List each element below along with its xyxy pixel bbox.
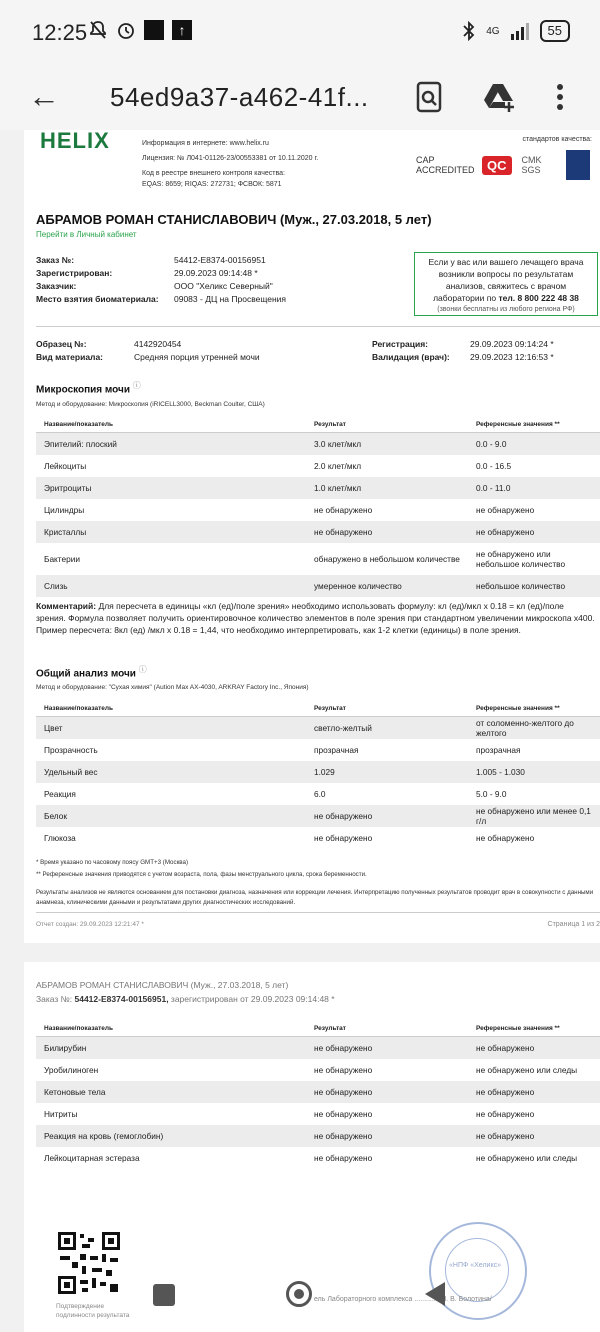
table-row: [36, 783, 600, 805]
cell: прозрачная: [476, 745, 521, 755]
cell: Слизь: [36, 575, 306, 597]
cell: умеренное количество: [306, 575, 468, 597]
certificates: [416, 150, 590, 180]
contact-note: (звонки бесплатны из любого региона РФ): [437, 306, 575, 313]
cell: Эритроциты: [36, 477, 306, 499]
table-header: [36, 1020, 600, 1037]
column-header: Результат: [306, 1020, 468, 1037]
cell: не обнаружено: [476, 505, 535, 515]
column-header: Референсные значения **: [468, 1020, 600, 1037]
table-row: [36, 1103, 600, 1125]
cell: Цвет: [36, 717, 306, 740]
order-row: Заказчик: ООО "Хеликс Северный": [36, 281, 273, 291]
cell: 0.0 - 11.0: [468, 477, 600, 499]
general-title: [36, 664, 147, 679]
order-suffix: зарегистрирован от 29.09.2023 09:14:48 *: [168, 994, 335, 1004]
cell: не обнаружено: [306, 1125, 468, 1147]
contact-line: анализов, свяжитесь с врачом: [445, 281, 567, 291]
upload-icon: ↑: [172, 20, 192, 40]
cell: 1.005 - 1.030: [468, 761, 600, 783]
cell: не обнаружено: [314, 833, 373, 843]
page2-header: [36, 978, 335, 1006]
table-row: [36, 477, 600, 499]
cell: 1.0 клет/мкл: [306, 477, 468, 499]
cell: не обнаружено или небольшое количество: [476, 549, 566, 569]
cell: не обнаружено: [468, 1081, 600, 1103]
cell: Реакция: [44, 789, 76, 799]
cell: небольшое количество: [468, 575, 600, 597]
order-row: Заказ №: 54412-E8374-00156951: [36, 255, 266, 265]
cell: Лейкоциты: [44, 461, 87, 471]
contact-box: [414, 252, 598, 316]
status-bar: [0, 0, 600, 64]
microscopy-method: Метод и оборудование: Микроскопия (iRICELL3000, Beckman Coulter, США): [36, 401, 265, 408]
column-header: Результат: [306, 700, 468, 717]
cell: не обнаружено: [476, 833, 535, 843]
sample-row: Вид материала: Средняя порция утренней мочи: [36, 352, 260, 362]
table-row: [36, 499, 600, 521]
comment-text: Для пересчета в единицы «кл (ед)/поле зрения» необходимо использовать формулу: кл (ед)/мкл х 0.18 = кл (ед)/поле зрения. Формула позволяет получить ориентировочное количество элементов в поле зрения при стандартном увеличении микроскопа х400. Пример пересчета: 8кл (ед) /мкл х 0.18 = 1,44, что необходимо интерпретировать, как 1-2 клетки (единицы) в поле зрения.: [36, 601, 595, 635]
signature-line: ель Лабораторного комплекса ............. Л. В. Болотина/: [314, 1296, 492, 1303]
cell: Билирубин: [36, 1037, 306, 1060]
microscopy-table: [36, 416, 600, 597]
sample-info: [36, 338, 260, 364]
cell: светло-желтый: [306, 717, 468, 740]
page2-table: [36, 1020, 600, 1169]
cell: 6.0: [314, 789, 326, 799]
signal-icon: [510, 22, 530, 40]
clock: 12:25: [32, 20, 88, 45]
general-table: [36, 700, 600, 849]
cell: не обнаружено: [306, 521, 468, 543]
alarm-icon: [116, 20, 136, 40]
cell: прозрачная: [314, 745, 359, 755]
iso-badge-icon: [566, 150, 590, 180]
table-row: [36, 805, 600, 827]
footnote: Результаты анализов не являются основанием для постановки диагноза, назначения или коррекции лечения. Интерпретацию полученных результатов проводит врач в совокупности с данными анамнеза, клиническими данными и результатами других диагностических исследований.: [36, 889, 594, 906]
stamp-text: «НПФ «Хеликс»: [449, 1262, 501, 1269]
patient-name: АБРАМОВ РОМАН СТАНИСЛАВОВИЧ (Муж., 27.03.2018, 5 лет): [36, 212, 432, 227]
footnote: * Время указано по часовому поясу GMT+3 (Москва): [36, 859, 189, 866]
verification-caption: Подтверждение подлинности результата: [56, 1303, 130, 1319]
cell: Реакция на кровь (гемоглобин): [36, 1125, 306, 1147]
table-row: [36, 455, 600, 477]
cell: не обнаружено: [314, 1109, 373, 1119]
column-header: Результат: [306, 416, 468, 433]
order-info: [36, 254, 286, 306]
contact-phone[interactable]: тел. 8 800 222 48 38: [498, 293, 579, 303]
cell: не обнаружено: [306, 1037, 468, 1060]
document-search-icon[interactable]: [412, 80, 446, 114]
back-nav-icon[interactable]: [425, 1282, 445, 1306]
table-row: [36, 1037, 600, 1060]
footnotes: [36, 858, 600, 908]
home-icon[interactable]: [286, 1281, 312, 1307]
page2-patient: АБРАМОВ РОМАН СТАНИСЛАВОВИЧ (Муж., 27.03.2018, 5 лет): [36, 980, 289, 990]
table-row: [36, 1147, 600, 1169]
cap-logo: CAP ACCREDITED: [416, 155, 475, 175]
table-header: [36, 700, 600, 717]
cell: 2.0 клет/мкл: [314, 461, 362, 471]
document-title: 54ed9a37-a462-41f...: [110, 82, 369, 112]
order-prefix: Заказ №:: [36, 994, 75, 1004]
app-bar: [0, 64, 600, 130]
table-row: [36, 761, 600, 783]
cell: 1.029: [306, 761, 468, 783]
system-nav-bar: [0, 1262, 600, 1332]
general-title-text: Общий анализ мочи: [36, 668, 136, 680]
cell: 0.0 - 9.0: [468, 433, 600, 456]
footnote: ** Референсные значения приводятся с учетом возраста, пола, фазы менструального цикла, срока беременности.: [36, 871, 367, 878]
contact-line: Если у вас или вашего лечащего врача: [428, 257, 584, 267]
cell: не обнаружено: [468, 1125, 600, 1147]
page2-order: [36, 992, 335, 1006]
cell: не обнаружено или следы: [476, 1153, 578, 1163]
column-header: Название/показатель: [36, 700, 306, 717]
comment-label: Комментарий:: [36, 601, 97, 611]
microscopy-title: [36, 380, 141, 395]
help-icon[interactable]: ⓘ: [132, 381, 141, 390]
report-created: Отчет создан: 29.09.2023 12:21:47 *: [36, 921, 144, 928]
column-header: Референсные значения **: [468, 416, 600, 433]
table-row: [36, 543, 600, 575]
cell: от соломенно-желтого до желтого: [468, 717, 600, 740]
cell: Нитриты: [44, 1109, 78, 1119]
status-icons: [88, 20, 192, 40]
bluetooth-icon: [462, 21, 476, 41]
table-row: [36, 1125, 600, 1147]
cell: Белок: [36, 805, 306, 827]
contact-line: [415, 292, 597, 304]
cell: не обнаружено: [314, 505, 373, 515]
document-page-1: [24, 130, 600, 943]
order-row: Место взятия биоматериала: 09083 - ДЦ на Просвещения: [36, 294, 287, 304]
help-icon[interactable]: ⓘ: [138, 665, 147, 674]
arrow-back-icon[interactable]: ←: [28, 78, 60, 114]
microscopy-title-text: Микроскопия мочи: [36, 384, 130, 396]
general-method: Метод и оборудование: "Сухая химия" (Aution Max AX-4030, ARKRAY Factory Inc., Япония): [36, 684, 309, 691]
network-type: 4G: [486, 25, 500, 37]
cell: 0.0 - 16.5: [476, 461, 512, 471]
column-header: Название/показатель: [36, 416, 306, 433]
cabinet-link[interactable]: Перейти в Личный кабинет: [36, 230, 137, 239]
table-row: [36, 717, 600, 740]
divider: [36, 326, 600, 327]
cell: не обнаружено или менее 0,1 г/л: [468, 805, 600, 827]
qc-logo: QC: [482, 156, 512, 175]
bell-off-icon: [88, 20, 108, 40]
cell: Прозрачность: [44, 745, 98, 755]
cell: не обнаружено: [314, 1153, 373, 1163]
cell: не обнаружено или следы: [476, 1065, 578, 1075]
order-number: 54412-E8374-00156951,: [74, 994, 169, 1004]
table-row: [36, 827, 600, 849]
cell: не обнаружено: [314, 1065, 373, 1075]
table-row: [36, 1081, 600, 1103]
sample-row: Образец №: 4142920454: [36, 339, 182, 349]
cell: не обнаружено: [476, 1109, 535, 1119]
battery-indicator: 55: [540, 20, 570, 42]
table-row: [36, 739, 600, 761]
cell: обнаружено в небольшом количестве: [314, 554, 460, 564]
cell: Уробилиноген: [44, 1065, 99, 1075]
cell: Эпителий: плоский: [36, 433, 306, 456]
recent-apps-icon[interactable]: [153, 1284, 175, 1306]
sgs-logo: CMK SGS: [521, 155, 542, 175]
registration-info: [372, 338, 554, 364]
lab-registry-codes: EQAS: 8659; RIQAS: 272731; ФСВОК: 5871: [142, 181, 282, 188]
page-number: Страница 1 из 2: [547, 921, 600, 928]
status-right: [462, 20, 570, 42]
table-row: [36, 433, 600, 456]
order-row: Зарегистрирован: 29.09.2023 09:14:48 *: [36, 268, 258, 278]
cell: не обнаружено: [306, 805, 468, 827]
column-header: Референсные значения **: [468, 700, 600, 717]
contact-line: возникли вопросы по результатам: [438, 269, 574, 279]
drive-add-icon[interactable]: [482, 80, 516, 114]
comment: [36, 600, 596, 636]
cell: 5.0 - 9.0: [476, 789, 507, 799]
lab-website: Информация в интернете: www.helix.ru: [142, 140, 269, 147]
cell: Лейкоцитарная эстераза: [44, 1153, 140, 1163]
lab-registry: Код в реестре внешнего контроля качества:: [142, 170, 285, 177]
cell: не обнаружено: [468, 521, 600, 543]
more-vert-icon[interactable]: [550, 80, 570, 114]
cell: не обнаружено: [468, 1037, 600, 1060]
cert-title: стандартов качества:: [522, 136, 592, 143]
table-row: [36, 521, 600, 543]
lab-header: [36, 130, 596, 190]
lab-license: Лицензия: № Л041-01126-23/00553381 от 10.11.2020 г.: [142, 155, 319, 162]
contact-prefix: лаборатории по: [433, 293, 499, 303]
registration-row: Валидация (врач): 29.09.2023 12:16:53 *: [372, 352, 554, 362]
cell: Удельный вес: [36, 761, 306, 783]
registration-row: Регистрация: 29.09.2023 09:14:24 *: [372, 339, 554, 349]
cell: 3.0 клет/мкл: [306, 433, 468, 456]
table-row: [36, 1059, 600, 1081]
cell: Кристаллы: [36, 521, 306, 543]
column-header: Название/показатель: [36, 1020, 306, 1037]
cell: Глюкоза: [44, 833, 76, 843]
cell: не обнаружено: [306, 1081, 468, 1103]
notification-square-icon: [144, 20, 164, 40]
cell: Бактерии: [44, 554, 80, 564]
table-header: [36, 416, 600, 433]
divider: [36, 912, 600, 913]
helix-logo: HELIX: [40, 130, 110, 153]
table-row: [36, 575, 600, 597]
lab-info: [142, 138, 318, 190]
cell: Кетоновые тела: [36, 1081, 306, 1103]
cell: Цилиндры: [44, 505, 85, 515]
